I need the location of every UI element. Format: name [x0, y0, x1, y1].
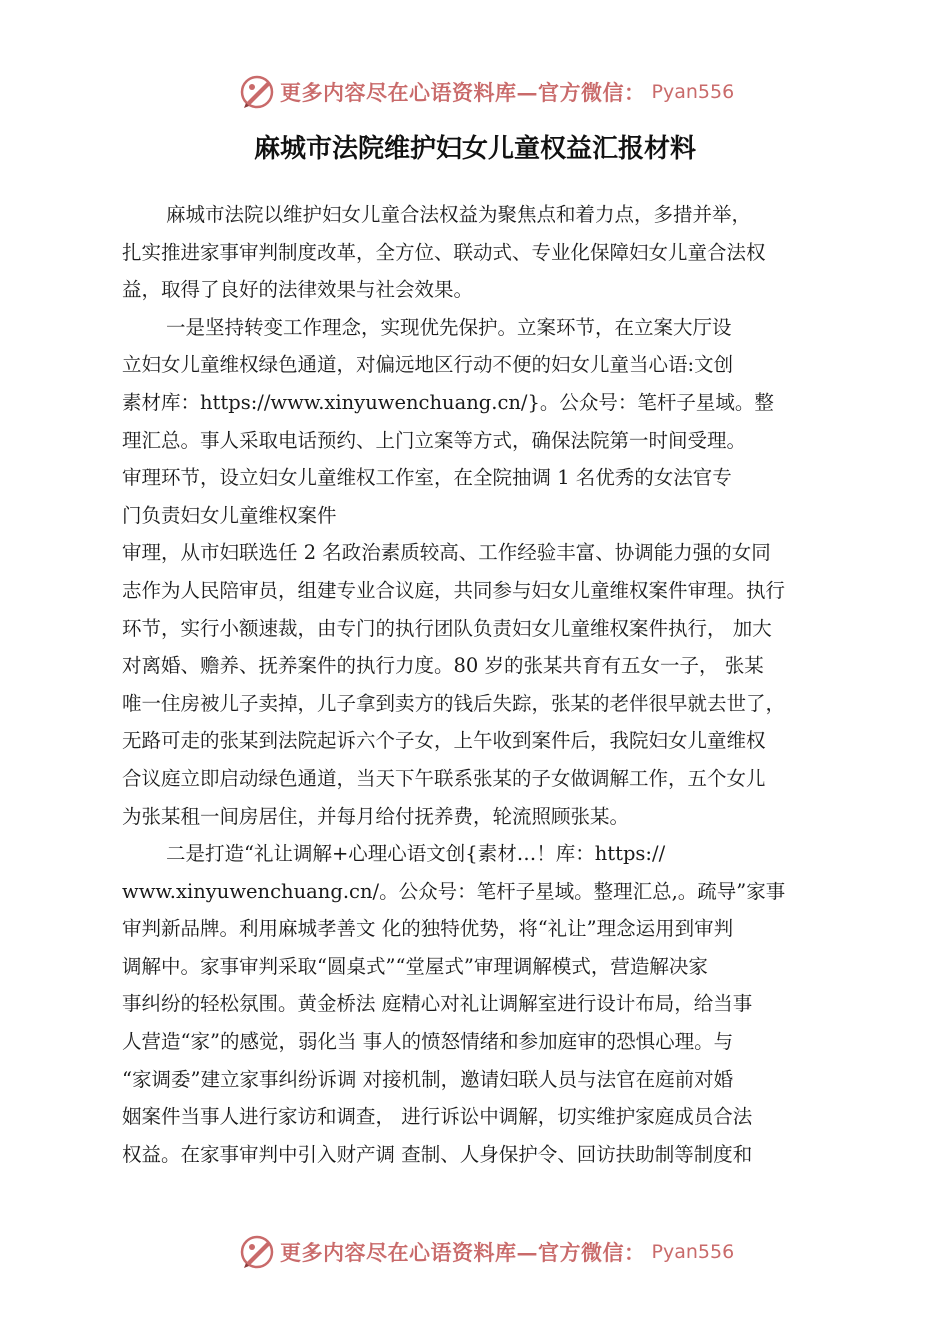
- banner-text: 更多内容尽在心语资料库—官方微信：: [280, 1240, 646, 1265]
- banner-text: 更多内容尽在心语资料库—官方微信：: [280, 80, 646, 105]
- text-line: 二是打造“礼让调解+心理心语文创{素材…！库：https://: [166, 842, 666, 866]
- text-line: 为张某租一间房居住，并每月给付抚养费，轮流照顾张某。: [122, 804, 630, 828]
- banner-wechat-id: Pyan556: [651, 1241, 735, 1263]
- text-line: 人营造“家”的感觉，弱化当 事人的愤怒情绪和参加庭审的恐惧心理。与: [122, 1030, 734, 1054]
- text-line: 对离婚、赡养、抚养案件的执行力度。80 岁的张某共育有五女一子， 张某: [122, 654, 764, 678]
- document-title: 麻城市法院维护妇女儿童权益汇报材料: [253, 134, 696, 164]
- text-line: 权益。在家事审判中引入财产调 查制、人身保护令、回访扶助制等制度和: [122, 1142, 753, 1166]
- text-line: 审判新品牌。利用麻城孝善文 化的独特优势，将“礼让”理念运用到审判: [122, 917, 734, 941]
- text-line: 理汇总。事人采取电话预约、上门立案等方式，确保法院第一时间受理。: [122, 428, 747, 452]
- text-line: 事纠纷的轻松氛围。黄金桥法 庭精心对礼让调解室进行设计布局，给当事: [122, 992, 753, 1016]
- text-line: 麻城市法院以维护妇女儿童合法权益为聚焦点和着力点，多措并举，: [166, 203, 752, 226]
- text-line: “家调委”建立家事纠纷诉调 对接机制，邀请妇联人员与法官在庭前对婚: [122, 1067, 734, 1091]
- text-line: 审理，从市妇联选任 2 名政治素质较高、工作经验丰富、协调能力强的女同: [122, 541, 771, 565]
- text-line: 调解中。家事审判采取“圆桌式”“堂屋式”审理调解模式，营造解决家: [122, 954, 708, 978]
- text-line: 志作为人民陪审员，组建专业合议庭，共同参与妇女儿童维权案件审理。执行: [122, 578, 786, 602]
- text-line: 环节，实行小额速裁，由专门的执行团队负责妇女儿童维权案件执行， 加大: [122, 616, 772, 640]
- header-banner: [0, 72, 950, 112]
- text-line: 一是坚持转变工作理念，实现优先保护。立案环节，在立案大厅设: [166, 315, 732, 339]
- footer-banner: [0, 1232, 950, 1272]
- text-line: 合议庭立即启动绿色通道，当天下午联系张某的子女做调解工作，五个女儿: [122, 766, 766, 790]
- text-line: 益，取得了良好的法律效果与社会效果。: [122, 278, 474, 302]
- text-line: 无路可走的张某到法院起诉六个子女，上午收到案件后，我院妇女儿童维权: [122, 729, 766, 753]
- text-line: 审理环节，设立妇女儿童维权工作室，在全院抽调 1 名优秀的女法官专: [122, 466, 732, 490]
- document-body: [122, 196, 850, 1173]
- text-line: 素材库：https://www.xinyuwenchuang.cn/}。公众号：笔杆子星域。整: [122, 390, 774, 414]
- text-line: 门负责妇女儿童维权案件: [122, 503, 337, 527]
- text-line: 立妇女儿童维权绿色通道，对偏远地区行动不便的妇女儿童当心语:文创: [122, 353, 734, 377]
- text-line: 扎实推进家事审判制度改革，全方位、联动式、专业化保障妇女儿童合法权: [122, 240, 766, 264]
- pen-logo-icon: [238, 1233, 276, 1271]
- text-line: 姻案件当事人进行家访和调查， 进行诉讼中调解，切实维护家庭成员合法: [122, 1105, 753, 1129]
- text-line: 唯一住房被儿子卖掉，儿子拿到卖方的钱后失踪，张某的老伴很早就去世了，: [122, 691, 786, 715]
- text-line: www.xinyuwenchuang.cn/。公众号：笔杆子星域。整理汇总,。疏导”家事: [122, 879, 786, 903]
- pen-logo-icon: [238, 73, 276, 111]
- banner-wechat-id: Pyan556: [651, 81, 735, 103]
